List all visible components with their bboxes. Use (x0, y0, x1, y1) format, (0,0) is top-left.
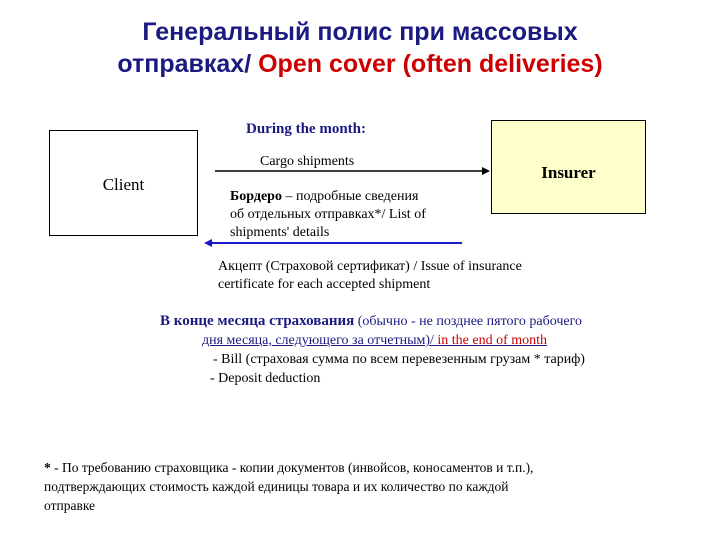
month-end-line-2 (160, 331, 585, 350)
footnote-text-1: - По требованию страховщика - копии документов (инвойсов, коносаментов и т.п.), (50, 460, 534, 475)
month-end-note: (обычно - не позднее пятого рабочего (354, 314, 583, 329)
bordero-text (230, 188, 426, 242)
deposit-line: - Deposit deduction (210, 371, 321, 386)
title-line-1: Генеральный полис при массовых (142, 18, 578, 46)
footnote-line-1 (44, 458, 694, 477)
month-end-section (160, 312, 585, 388)
footnote-line-3: отправке (44, 498, 96, 513)
title-line-2-en: Open cover (often deliveries) (251, 50, 603, 78)
bordero-line-2: об отдельных отправках*/ List of (230, 207, 426, 222)
footnote-star: * (44, 460, 51, 475)
acceptance-line-1: Акцепт (Страховой сертификат) / Issue of insurance (218, 259, 522, 274)
bordero-term: Бордеро (230, 189, 282, 204)
title-line-2-ru: отправках/ (117, 50, 252, 78)
month-end-heading: В конце месяца страхования (160, 313, 355, 329)
acceptance-line-2: certificate for each accepted shipment (218, 277, 431, 292)
bill-line: - Bill (страховая сумма по всем перевезенным грузам * тариф) (213, 352, 585, 367)
during-month-label: During the month: (246, 121, 367, 137)
client-label: Client (102, 175, 145, 194)
cargo-arrow (215, 167, 490, 175)
month-end-line-2-en: in the end of month (433, 333, 548, 348)
acceptance-text (218, 258, 522, 294)
month-end-line-2-ru: дня месяца, следующего за отчетным)/ (202, 333, 434, 348)
bordero-line-3: shipments' details (230, 225, 330, 240)
bordero-line-1 (230, 188, 426, 206)
insurer-label: Insurer (541, 163, 596, 182)
month-end-line-1 (160, 312, 585, 331)
footnote-line-2: подтверждающих стоимость каждой единицы товара и их количество по каждой (44, 479, 509, 494)
footnote (44, 458, 694, 515)
cargo-shipments-label: Cargo shipments (260, 154, 355, 169)
bordero-desc: – подробные сведения (281, 189, 419, 204)
